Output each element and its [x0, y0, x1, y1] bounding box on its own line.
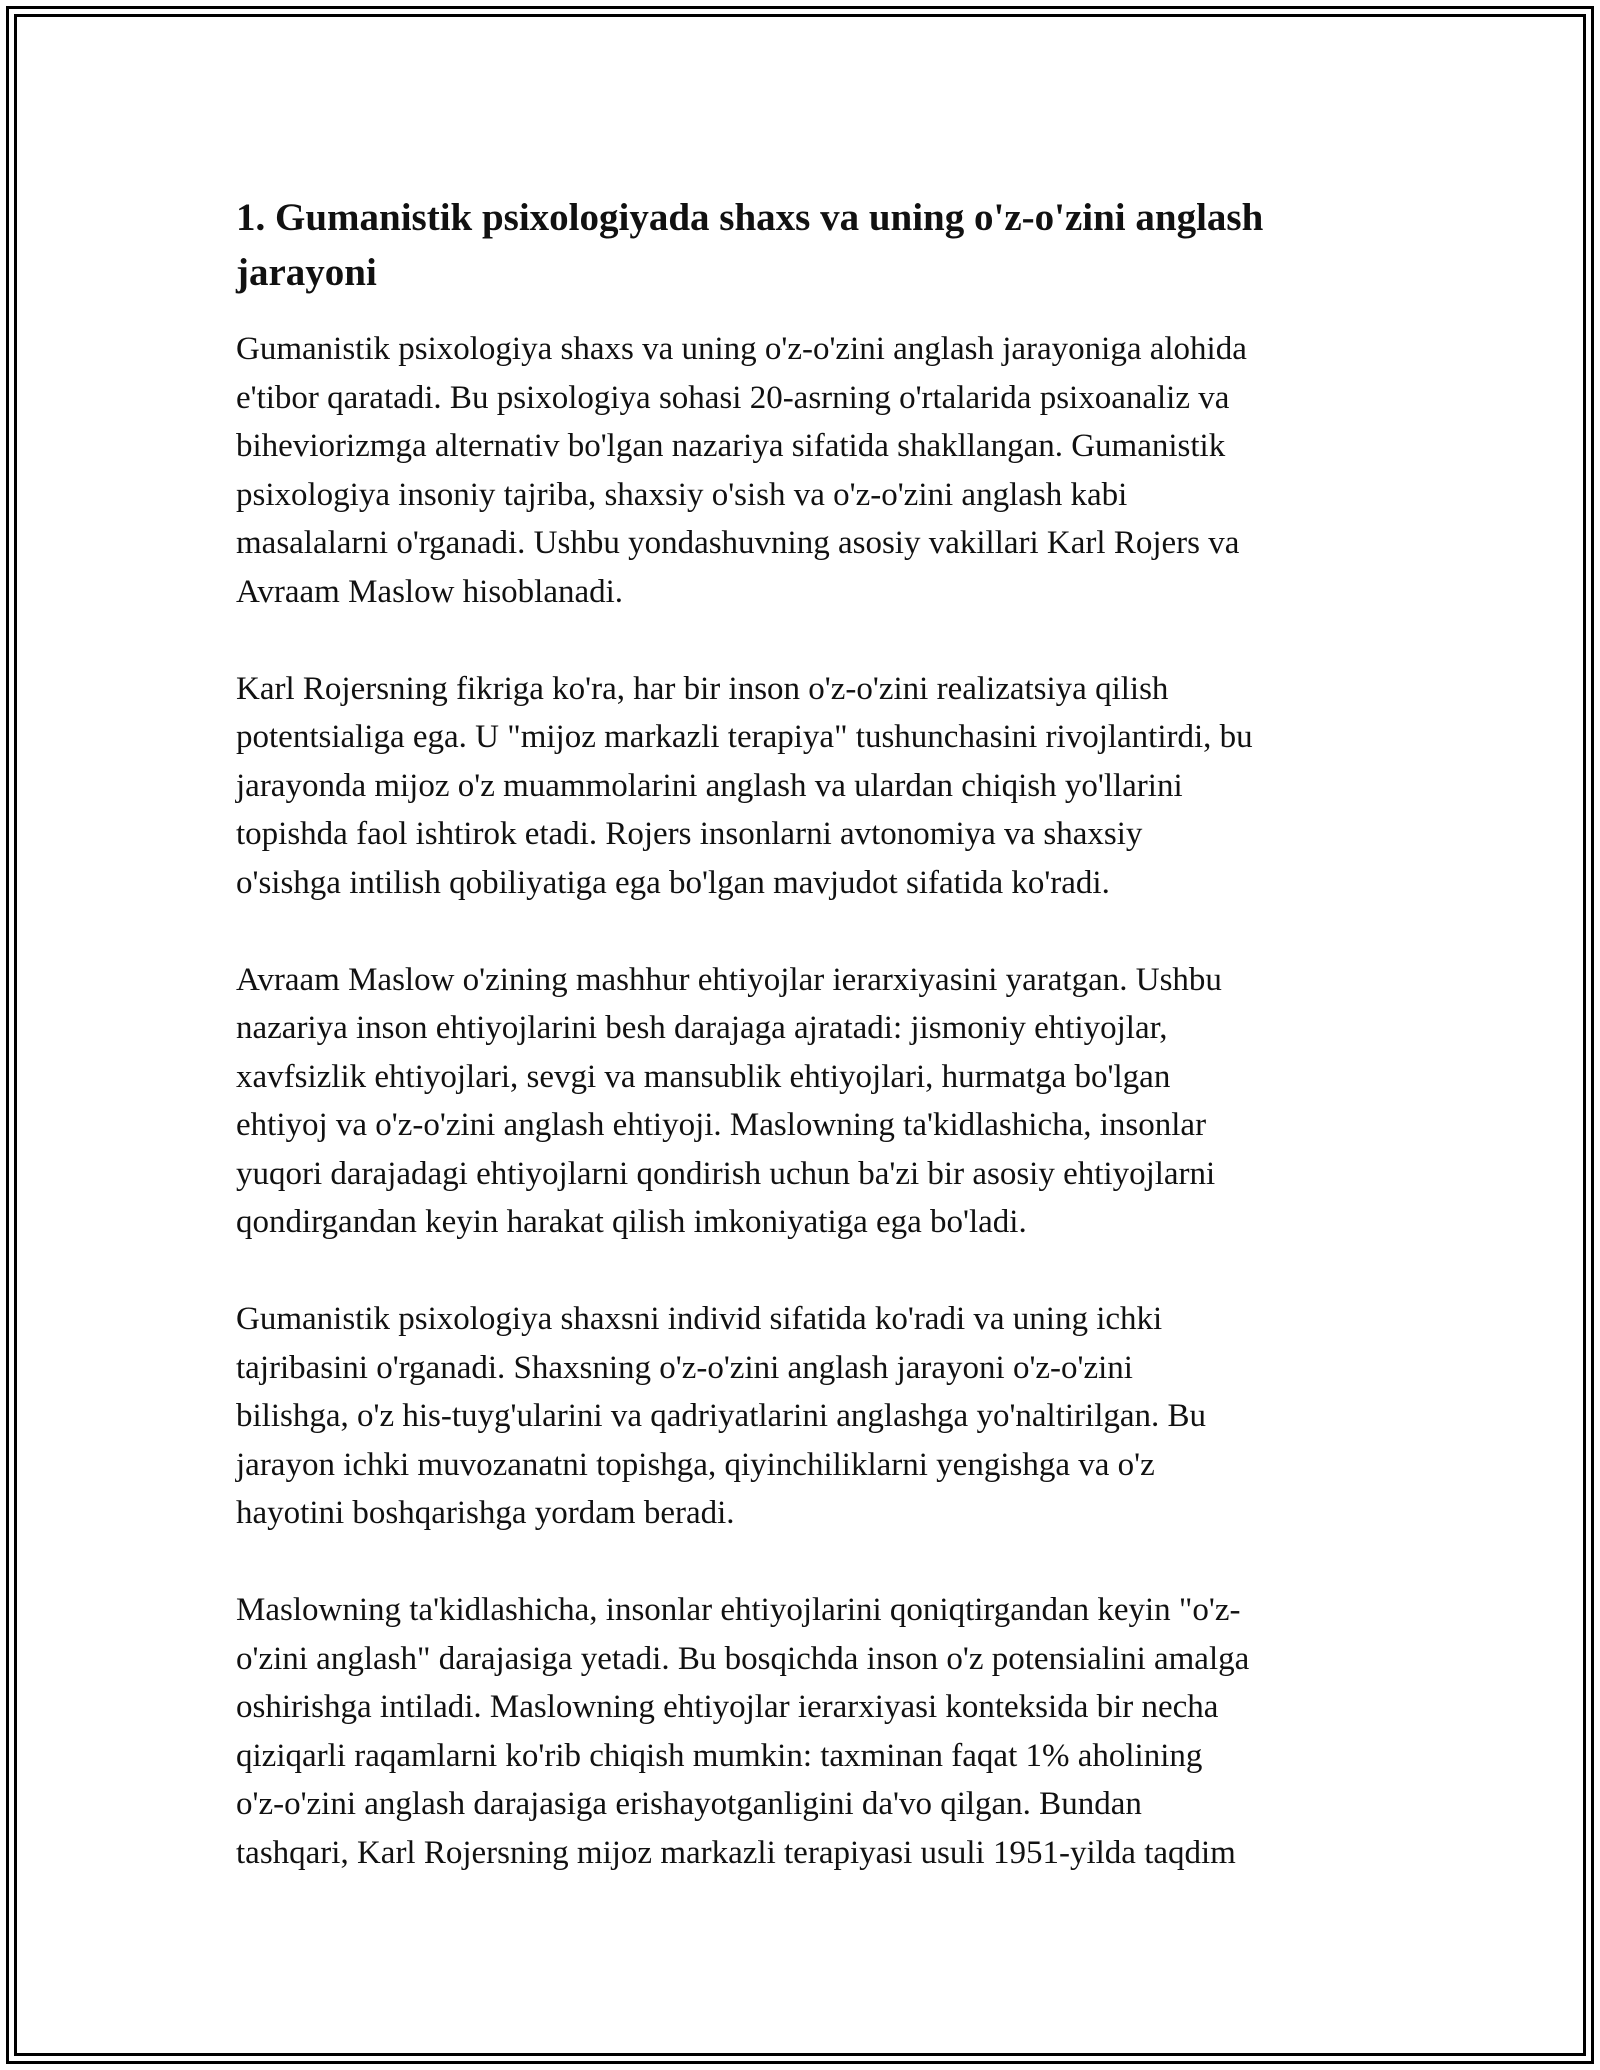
- document-body: [236, 190, 1376, 1926]
- paragraph-line: Gumanistik psixologiya shaxs va uning o'z-o'zini anglash jarayoniga alohida: [236, 331, 1247, 367]
- paragraph: [236, 665, 1376, 908]
- paragraph-line: potentsialiga ega. U "mijoz markazli terapiya" tushunchasini rivojlantirdi, bu: [236, 719, 1253, 755]
- paragraphs-container: [236, 325, 1376, 1877]
- section-heading: 1. Gumanistik psixologiyada shaxs va uning o'z-o'zini anglash jarayoni: [236, 196, 1264, 294]
- paragraph-line: tajribasini o'rganadi. Shaxsning o'z-o'zini anglash jarayoni o'z-o'zini: [236, 1349, 1133, 1386]
- paragraph-line: qiziqarli raqamlarni ko'rib chiqish mumkin: taxminan faqat 1% aholining: [236, 1737, 1203, 1774]
- paragraph-line: qondirgandan keyin harakat qilish imkoniyatiga ega bo'ladi.: [236, 1204, 1027, 1240]
- paragraph: [236, 1295, 1376, 1538]
- paragraph-line: o'z-o'zini anglash darajasiga erishayotganligini da'vo qilgan. Bundan: [236, 1786, 1142, 1822]
- paragraph-line: bilishga, o'z his-tuyg'ularini va qadriyatlarini anglashga yo'naltirilgan. Bu: [236, 1398, 1207, 1434]
- paragraph-line: yuqori darajadagi ehtiyojlarni qondirish uchun ba'zi bir asosiy ehtiyojlarni: [236, 1155, 1216, 1192]
- paragraph-line: Avraam Maslow hisoblanadi.: [236, 573, 624, 610]
- paragraph-line: masalalarni o'rganadi. Ushbu yondashuvning asosiy vakillari Karl Rojers va: [236, 525, 1240, 561]
- paragraph: [236, 325, 1376, 616]
- paragraph-line: oshirishga intiladi. Maslowning ehtiyojlar ierarxiyasi konteksida bir necha: [236, 1689, 1219, 1725]
- paragraph-line: Maslowning ta'kidlashicha, insonlar ehtiyojlarini qoniqtirgandan keyin "o'z-: [236, 1592, 1241, 1628]
- paragraph-line: biheviorizmga alternativ bo'lgan nazariya sifatida shakllangan. Gumanistik: [236, 428, 1226, 464]
- paragraph-line: jarayon ichki muvozanatni topishga, qiyinchiliklarni yengishga va o'z: [236, 1446, 1155, 1483]
- paragraph: [236, 956, 1376, 1247]
- paragraph-line: e'tibor qaratadi. Bu psixologiya sohasi 20-asrning o'rtalarida psixoanaliz va: [236, 379, 1230, 416]
- paragraph-line: nazariya inson ehtiyojlarini besh darajaga ajratadi: jismoniy ehtiyojlar,: [236, 1010, 1168, 1046]
- paragraph-line: xavfsizlik ehtiyojlari, sevgi va mansublik ehtiyojlari, hurmatga bo'lgan: [236, 1058, 1171, 1095]
- paragraph-line: jarayonda mijoz o'z muammolarini anglash va ulardan chiqish yo'llarini: [236, 767, 1183, 804]
- paragraph-line: ehtiyoj va o'z-o'zini anglash ehtiyoji. Maslowning ta'kidlashicha, insonlar: [236, 1107, 1207, 1143]
- paragraph-line: hayotini boshqarishga yordam beradi.: [236, 1495, 735, 1531]
- paragraph-line: tashqari, Karl Rojersning mijoz markazli terapiyasi usuli 1951-yilda taqdim: [236, 1834, 1236, 1871]
- paragraph: [236, 1586, 1376, 1877]
- paragraph-line: psixologiya insoniy tajriba, shaxsiy o'sish va o'z-o'zini anglash kabi: [236, 476, 1128, 513]
- paragraph-line: Gumanistik psixologiya shaxsni individ sifatida ko'radi va uning ichki: [236, 1301, 1163, 1337]
- paragraph-line: o'zini anglash" darajasiga yetadi. Bu bosqichda inson o'z potensialini amalga: [236, 1640, 1250, 1677]
- paragraph-line: Avraam Maslow o'zining mashhur ehtiyojlar ierarxiyasini yaratgan. Ushbu: [236, 961, 1222, 998]
- paragraph-line: topishda faol ishtirok etadi. Rojers insonlarni avtonomiya va shaxsiy: [236, 816, 1143, 852]
- paragraph-line: o'sishga intilish qobiliyatiga ega bo'lgan mavjudot sifatida ko'radi.: [236, 864, 1110, 901]
- paragraph-line: Karl Rojersning fikriga ko'ra, har bir inson o'z-o'zini realizatsiya qilish: [236, 670, 1169, 707]
